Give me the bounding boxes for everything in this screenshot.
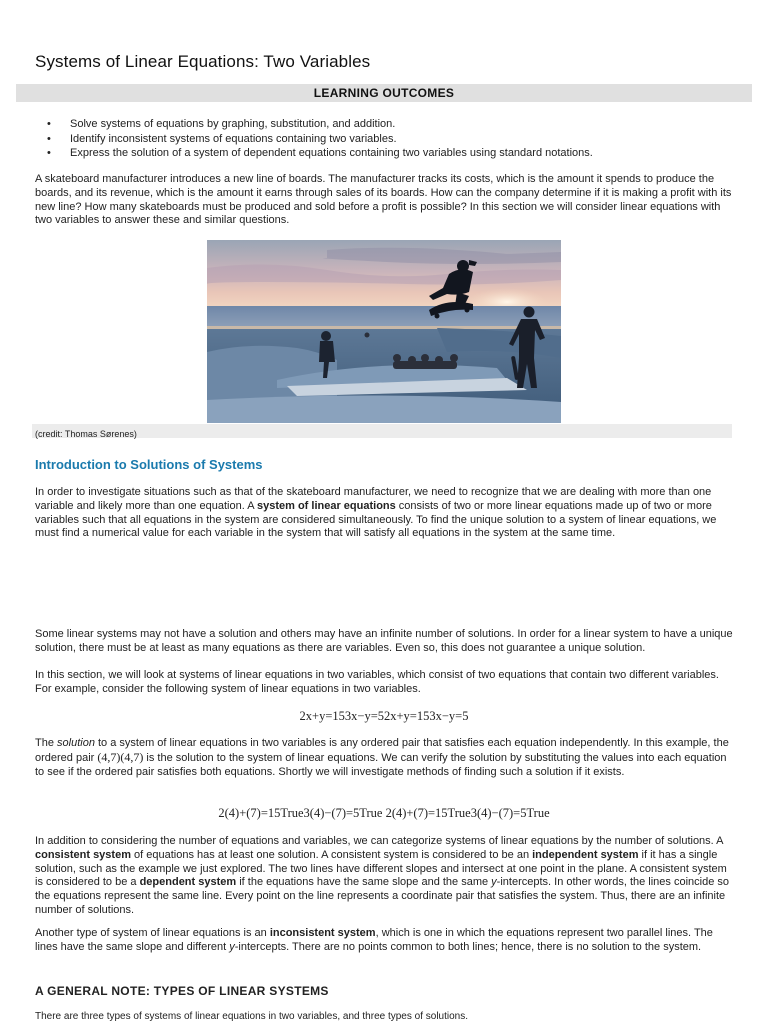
term-inconsistent-system: inconsistent system	[269, 927, 376, 939]
list-item: • Solve systems of equations by graphing, substitution, and addition.	[47, 117, 593, 132]
paragraph-consistent-systems: In addition to considering the number of equations and variables, we can categorize systems of linear equations by the number of solutions. A consistent system of equations has at least one solution. A consistent system is considered to be an independent system if it has a single solution, such as the example we just explored. The two lines have different slopes and intersect at one point in the plane. A consistent system is considered to be a dependent system if the equations have the same slope and the same y-intercepts. In other words, the lines coincide so the equations represent the same line. Every point on the line represents a coordinate pair that satisfies the system. Thus, there are an infinite number of solutions.	[35, 835, 730, 916]
photo-caption: (credit: Thomas Sørenes)	[35, 429, 137, 439]
paragraph-solutions-count: Some linear systems may not have a solution and others may have an infinite number of solutions. In order for a linear system to have a unique solution, there must be at least as many equations as there are variables. Even so, this does not guarantee a unique solution.	[35, 628, 733, 654]
equation-verification: 2(4)+(7)=15True3(4)−(7)=5True 2(4)+(7)=15True3(4)−(7)=5True	[218, 806, 550, 820]
paragraph-system-definition: In order to investigate situations such as that of the skateboard manufacturer, we need to recognize that we are dealing with more than one variable and likely more than one equation. A system of linear equations consists of two or more linear equations made up of two or more variables such that all equations in the system are considered simultaneously. To find the unique solution to a system of linear equations, we must find a numerical value for each variable in the system that will satisfy all equations in the system at the same time.	[35, 486, 717, 540]
term-consistent-system: consistent system	[35, 848, 131, 861]
term-dependent-system: dependent system	[139, 876, 237, 889]
learning-outcomes-header	[16, 84, 752, 102]
paragraph-two-variables: In this section, we will look at systems of linear equations in two variables, which consist of two equations that contain two different variables. For example, consider the following system of linear equations in two variables.	[35, 669, 719, 695]
intro-paragraph: A skateboard manufacturer introduces a new line of boards. The manufacturer tracks its costs, which is the amount it spends to produce the boards, and its revenue, which is the amount it earns through sales of its boards. How can the company determine if it is making a profit with its new line? How many skateboards must be produced and sold before a profit is possible? In this section we will consider linear equations with two variables to answer these and similar questions.	[35, 173, 732, 227]
equation-system: 2x+y=153x−y=52x+y=153x−y=5	[299, 709, 469, 723]
list-item: • Identify inconsistent systems of equations containing two variables.	[47, 132, 593, 147]
paragraph-inconsistent-system: Another type of system of linear equations is an inconsistent system, which is one in which the equations represent two parallel lines. The lines have the same slope and different y-intercepts. There are no points common to both lines; hence, there is no solution to the system.	[35, 927, 713, 953]
section-heading: Introduction to Solutions of Systems	[35, 457, 263, 472]
term-independent-system: independent system	[532, 848, 639, 861]
general-note-heading: A GENERAL NOTE: TYPES OF LINEAR SYSTEMS	[35, 984, 329, 998]
learning-outcomes-title: LEARNING OUTCOMES	[313, 86, 455, 100]
photo-caption-bar	[32, 424, 732, 438]
paragraph-types-intro: There are three types of systems of linear equations in two variables, and three types of solutions.	[35, 1011, 469, 1022]
list-item: • Express the solution of a system of dependent equations containing two variables using standard notations.	[47, 146, 593, 161]
ordered-pair: (4,7)(4,7)	[97, 749, 144, 764]
page-title: Systems of Linear Equations: Two Variables	[35, 52, 371, 71]
term-system-of-linear-equations: system of linear equations	[256, 499, 396, 512]
paragraph-solution-definition: The solution to a system of linear equations in two variables is any ordered pair that satisfies each equation independently. In this example, the ordered pair (4,7)(4,7) is the solution to the system of linear equations. We can verify the solution by substituting the values into each equation to see if the ordered pair satisfies both equations. Shortly we will investigate methods of finding such a solution if it exists.	[35, 737, 729, 778]
learning-outcomes-list	[47, 117, 593, 161]
skateboarder-photo	[207, 240, 561, 423]
